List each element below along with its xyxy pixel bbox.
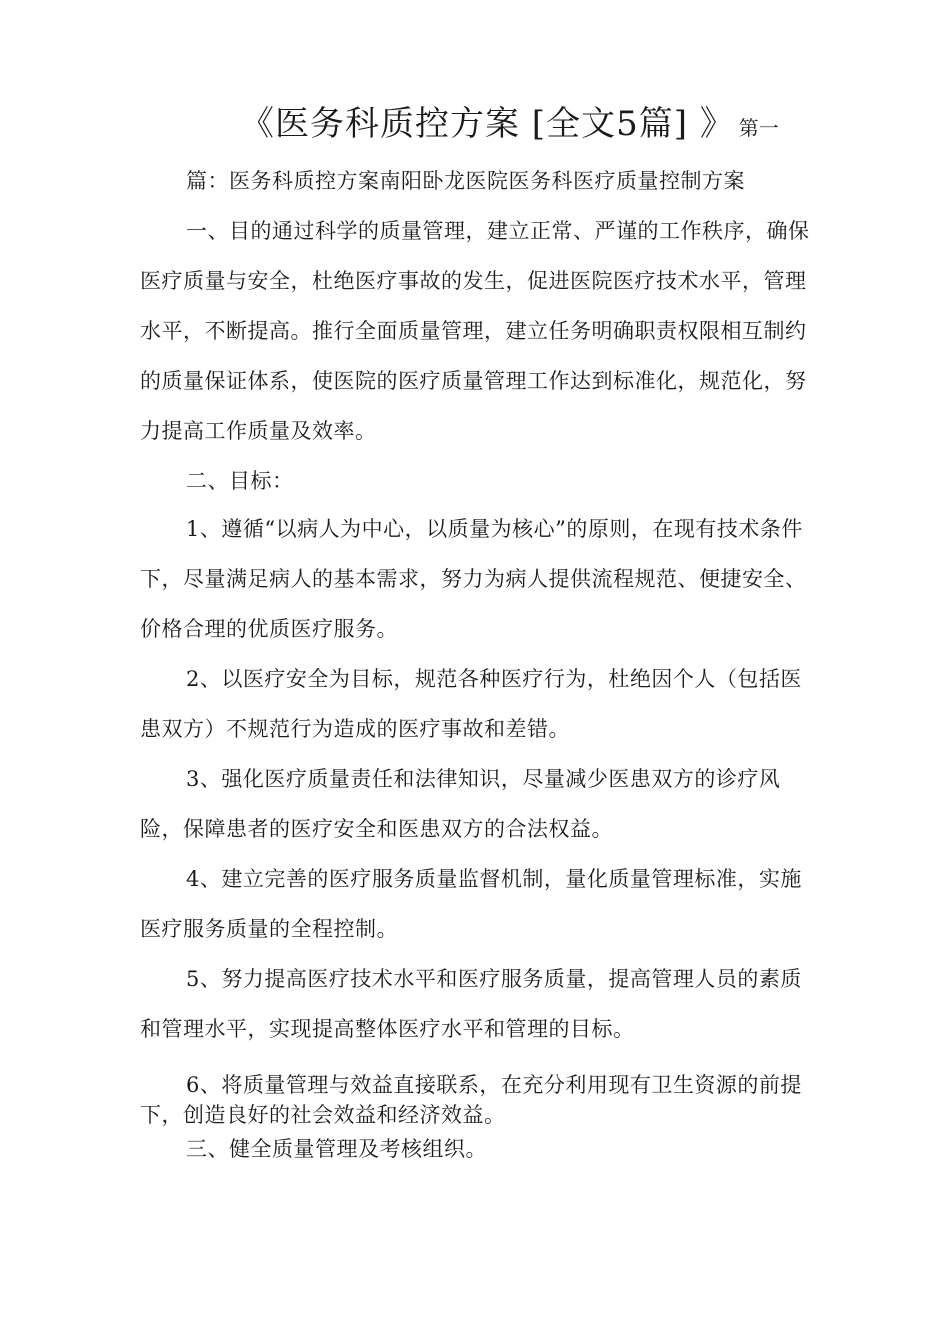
goal-item-1: 1、遵循“以病人为中心，以质量为核心”的原则，在现有技术条件下，尽量满足病人的基本需求，努力为病人提供流程规范、便捷安全、价格合理的优质医疗服务。 — [140, 517, 807, 641]
heading-goals: 二、目标： — [186, 469, 294, 493]
title-main: 《医务科质控方案 [全文5篇] 》 — [240, 104, 735, 144]
goal-item-5: 5、努力提高医疗技术水平和医疗服务质量，提高管理人员的素质和管理水平，实现提高整体医疗水平和管理的目标。 — [140, 967, 802, 1041]
goal-item-3: 3、强化医疗质量责任和法律知识，尽量减少医患双方的诊疗风险，保障患者的医疗安全和医患双方的合法权益。 — [140, 767, 781, 841]
goal-item-4: 4、建立完善的医疗服务质量监督机制，量化质量管理标准，实施医疗服务质量的全程控制。 — [140, 867, 802, 941]
goal-item-6: 6、将质量管理与效益直接联系，在充分利用现有卫生资源的前提下，创造良好的社会效益和经济效益。 — [140, 1073, 802, 1127]
title-tail: 第一 — [738, 116, 779, 140]
heading-quality-organization: 三、健全质量管理及考核组织。 — [186, 1137, 487, 1161]
document-title — [240, 98, 779, 156]
goal-item-2: 2、以医疗安全为目标，规范各种医疗行为，杜绝因个人（包括医患双方）不规范行为造成的医疗事故和差错。 — [140, 667, 802, 741]
subtitle-line: 篇：医务科质控方案南阳卧龙医院医务科医疗质量控制方案 — [186, 169, 745, 193]
paragraph-purpose: 一、目的通过科学的质量管理，建立正常、严谨的工作秩序，确保医疗质量与安全，杜绝医疗事故的发生，促进医院医疗技术水平，管理水平，不断提高。推行全面质量管理，建立任务明确职责权限相互制约的质量保证体系，使医院的医疗质量管理工作达到标准化，规范化，努力提高工作质量及效率。 — [140, 219, 810, 443]
